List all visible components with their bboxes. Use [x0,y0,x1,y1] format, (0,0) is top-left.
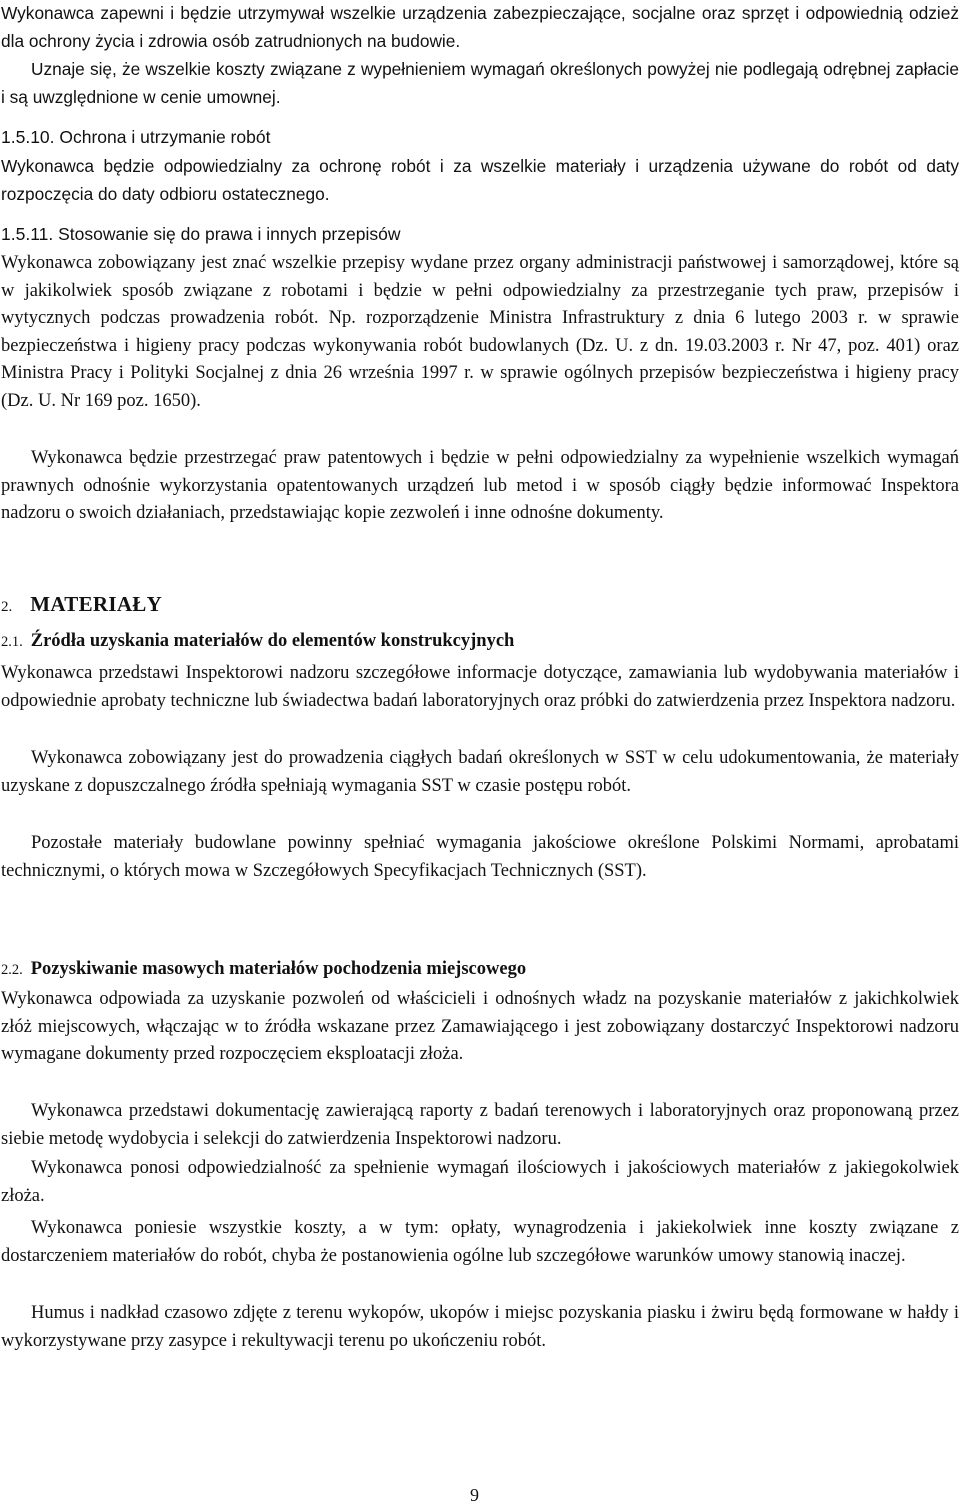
paragraph-permits: Wykonawca odpowiada za uzyskanie pozwoleń od właścicieli i odnośnych władz na pozyskanie materiałów z jakichkolwiek złóż miejscowych, włączając w to źródła wskazane przez Zamawiającego i jest zobowiązany dostarczyć Inspektorowi nadzoru wymagane dokumenty przed rozpoczęciem eksploatacji złoża. [1,989,959,1065]
section-title: Źródła uzyskania materiałów do elementów konstrukcyjnych [30,631,515,651]
section-number: 2.1. [1,634,23,650]
section-number: 2.2. [1,962,23,978]
section-heading-2-1 [1,628,514,656]
paragraph-topsoil: Humus i nadkład czasowo zdjęte z terenu wykopów, ukopów i miejsc pozyskania piasku i żwiru będą formowane w hałdy i wykorzystywane przy zasypce i rekultywacji terenu po ukończeniu robót. [1,1303,959,1351]
section-title: MATERIAŁY [30,592,163,616]
paragraph-safety-equipment: Wykonawca zapewni i będzie utrzymywał wszelkie urządzenia zabezpieczające, socjalne oraz sprzęt i odpowiednią odzież dla ochrony życia i zdrowia osób zatrudnionych na budowie. [1,3,959,51]
paragraph-patent-rights: Wykonawca będzie przestrzegać praw patentowych i będzie w pełni odpowiedzialny za wypełnienie wszelkich wymagań prawnych odnośnie wykorzystania opatentowanych urządzeń lub metod i w sposób ciągły będzie informować Inspektora nadzoru o swoich działaniach, przedstawiając kopie zezwoleń i inne odnośne dokumenty. [1,448,959,524]
section-title: Pozyskiwanie masowych materiałów pochodzenia miejscowego [30,959,527,979]
paragraph-continuous-tests: Wykonawca zobowiązany jest do prowadzenia ciągłych badań określonych w SST w celu udokumentowania, że materiały uzyskane z dopuszczalnego źródła spełniają wymagania SST w czasie postępu robót. [1,748,959,796]
paragraph-costs-included: Uznaje się, że wszelkie koszty związane z wypełnieniem wymagań określonych powyżej nie podlegają odrębnej zapłacie i są uwzględnione w cenie umownej. [1,59,959,107]
subsection-heading-1-5-11: 1.5.11. Stosowanie się do prawa i innych przepisów [1,224,401,244]
paragraph-law-compliance: Wykonawca zobowiązany jest znać wszelkie przepisy wydane przez organy administracji państwowej i samorządowej, które są w jakikolwiek sposób związane z robotami i będzie w pełni odpowiedzialny za przestrzeganie tych praw, przepisów i wytycznych podczas prowadzenia robót. Np. rozporządzenie Ministra Infrastruktury z dnia 6 lutego 2003 r. w sprawie bezpieczeństwa i higieny pracy podczas wykonywania robót budowlanych (Dz. U. z dn. 19.03.2003 r. Nr 47, poz. 401) oraz Ministra Pracy i Polityki Socjalnej z dnia 26 września 1997 r. w sprawie ogólnych przepisów bezpieczeństwa i higieny pracy (Dz. U. Nr 169 poz. 1650). [1,253,959,411]
section-number: 2. [1,599,13,615]
paragraph-documentation: Wykonawca przedstawi dokumentację zawierającą raporty z badań terenowych i laboratoryjnych oraz proponowaną przez siebie metodę wydobycia i selekcji do zatwierdzenia Inspektorowi nadzoru. [1,1101,959,1149]
paragraph-protection-of-works: Wykonawca będzie odpowiedzialny za ochronę robót i za wszelkie materiały i urządzenia używane do robót od daty rozpoczęcia do daty odbioru ostatecznego. [1,156,959,204]
section-heading-2-2 [1,956,526,984]
page-number: 9 [470,1485,479,1505]
subsection-heading-1-5-10: 1.5.10. Ochrona i utrzymanie robót [1,127,271,147]
paragraph-other-materials: Pozostałe materiały budowlane powinny spełniać wymagania jakościowe określone Polskimi Normami, aprobatami technicznymi, o których mowa w Szczegółowych Specyfikacjach Technicznych (SST). [1,833,959,881]
paragraph-costs: Wykonawca poniesie wszystkie koszty, a w tym: opłaty, wynagrodzenia i jakiekolwiek inne koszty związane z dostarczeniem materiałów do robót, chyba że postanowienia ogólne lub szczegółowe warunków umowy stanowią inaczej. [1,1218,959,1266]
paragraph-responsibility: Wykonawca ponosi odpowiedzialność za spełnienie wymagań ilościowych i jakościowych materiałów z jakiegokolwiek złoża. [1,1158,959,1206]
section-heading-materials [1,590,162,621]
paragraph-material-sources: Wykonawca przedstawi Inspektorowi nadzoru szczegółowe informacje dotyczące, zamawiania lub wydobywania materiałów i odpowiednie aprobaty techniczne lub świadectwa badań laboratoryjnych oraz próbki do zatwierdzenia przez Inspektora nadzoru. [1,663,959,711]
